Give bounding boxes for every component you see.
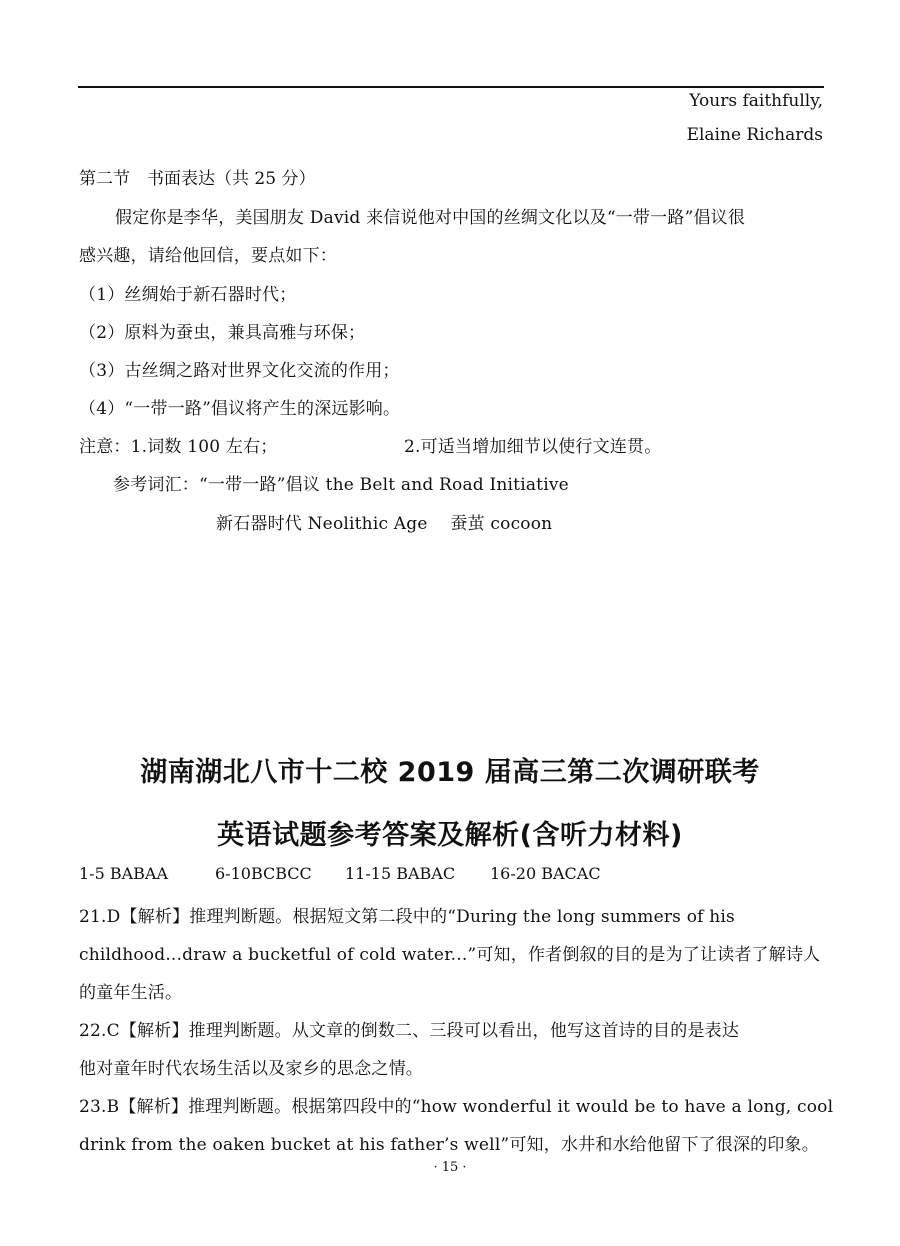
answer-groups: [79, 864, 601, 883]
note-2: 2.可适当增加细节以使行文连贯。: [404, 437, 662, 457]
q21-line-3: 的童年生活。: [79, 983, 183, 1003]
top-rule: [78, 86, 824, 88]
prompt-line-1: 假定你是李华，美国朋友 David 来信说他对中国的丝绸文化以及“一带一路”倡议很: [115, 208, 746, 228]
q23-line-2: drink from the oaken bucket at his father’s well”可知，水井和水给他留下了很深的印象。: [79, 1135, 819, 1155]
answer-group: 6-10BCBCC: [215, 864, 312, 883]
vocab-line-1: 参考词汇：“一带一路”倡议 the Belt and Road Initiative: [113, 475, 569, 495]
prompt-line-2: 感兴趣，请给他回信，要点如下：: [79, 246, 337, 266]
q21-line-2: childhood...draw a bucketful of cold water...”可知，作者倒叙的目的是为了让读者了解诗人: [79, 945, 821, 965]
point-1: （1）丝绸始于新石器时代；: [79, 285, 297, 305]
note-1: 注意：1.词数 100 左右；: [79, 437, 278, 457]
closing-salutation: Yours faithfully,: [689, 91, 823, 111]
page-number: · 15 ·: [433, 1160, 467, 1175]
answer-group: 11-15 BABAC: [345, 864, 456, 883]
answer-key-title: 湖南湖北八市十二校 2019 届高三第二次调研联考: [140, 757, 760, 788]
answer-group: 1-5 BABAA: [79, 864, 169, 883]
point-2: （2）原料为蚕虫，兼具高雅与环保；: [79, 323, 366, 343]
answer-key-subtitle: 英语试题参考答案及解析(含听力材料): [217, 820, 683, 851]
point-4: （4）“一带一路”倡议将产生的深远影响。: [79, 399, 401, 419]
q22-line-2: 他对童年时代农场生活以及家乡的思念之情。: [79, 1059, 423, 1079]
q22-line-1: 22.C【解析】推理判断题。从文章的倒数二、三段可以看出，他写这首诗的目的是表达: [79, 1021, 740, 1041]
point-3: （3）古丝绸之路对世界文化交流的作用；: [79, 361, 400, 381]
q21-line-1: 21.D【解析】推理判断题。根据短文第二段中的“During the long summers of his: [79, 907, 735, 927]
answer-group: 16-20 BACAC: [490, 864, 601, 883]
vocab-line-2: 新石器时代 Neolithic Age 蚕茧 cocoon: [216, 514, 553, 534]
section-heading: 第二节 书面表达（共 25 分）: [79, 169, 316, 189]
q23-line-1: 23.B【解析】推理判断题。根据第四段中的“how wonderful it would be to have a long, cool: [79, 1097, 834, 1117]
closing-signature: Elaine Richards: [686, 125, 823, 145]
